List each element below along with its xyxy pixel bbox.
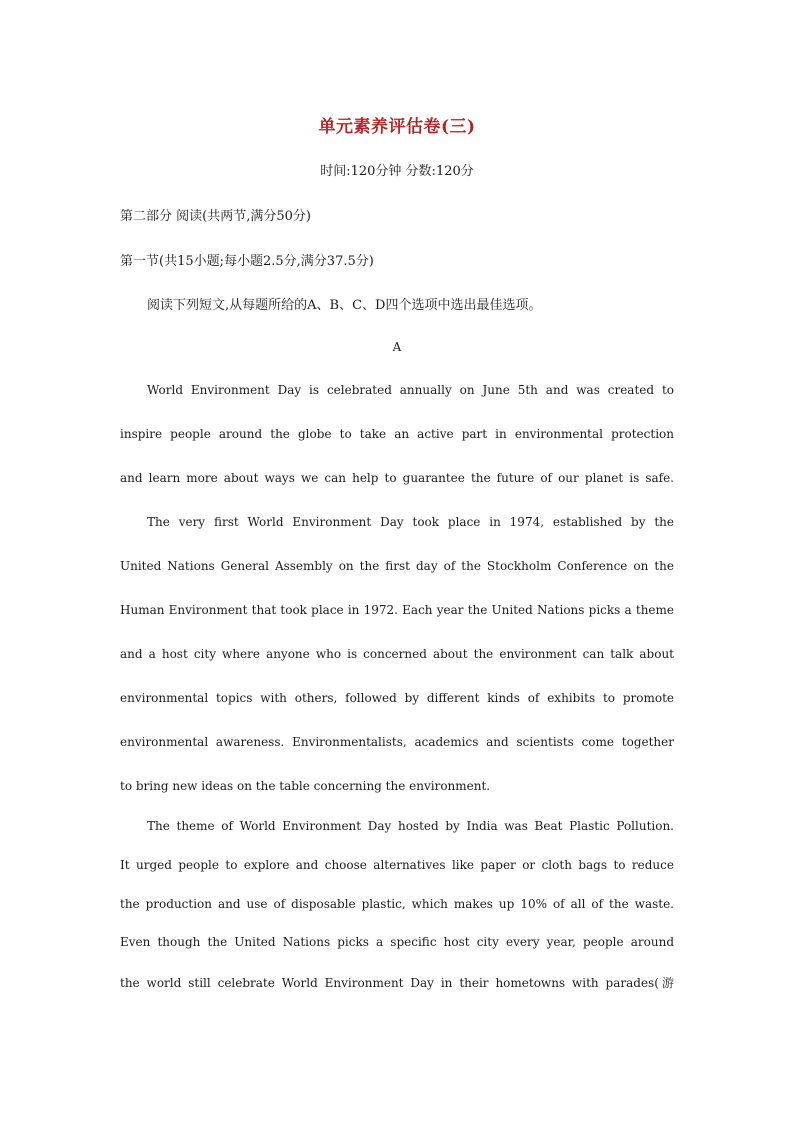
passage-line: The theme of World Environment Day hosted by India was Beat Plastic Pollution. <box>147 819 674 833</box>
passage-label: A <box>392 340 402 354</box>
passage-line: inspire people around the globe to take an active part in environmental protection <box>120 427 674 441</box>
document-title: 单元素养评估卷(三) <box>318 117 476 137</box>
passage-line: World Environment Day is celebrated annually on June 5th and was created to <box>147 383 674 397</box>
passage-line: and a host city where anyone who is concerned about the environment can talk about <box>120 647 674 661</box>
passage-line: environmental awareness. Environmentalists, academics and scientists come together <box>120 735 674 749</box>
passage-line: The very first World Environment Day took place in 1974, established by the <box>147 515 674 529</box>
passage-line: the production and use of disposable plastic, which makes up 10% of all of the waste. <box>120 897 674 911</box>
passage-line: environmental topics with others, followed by different kinds of exhibits to promote <box>120 691 674 705</box>
passage-line: to bring new ideas on the table concerning the environment. <box>120 779 491 793</box>
instruction-text: 阅读下列短文,从每题所给的A、B、C、D四个选项中选出最佳选项。 <box>147 298 542 313</box>
passage-line: Human Environment that took place in 1972. Each year the United Nations picks a theme <box>120 603 674 617</box>
passage-line: United Nations General Assembly on the first day of the Stockholm Conference on the <box>120 559 674 573</box>
section-heading: 第一节(共15小题;每小题2.5分,满分37.5分) <box>120 254 374 269</box>
passage-line: the world still celebrate World Environment Day in their hometowns with parades(游 <box>120 976 674 990</box>
part-heading: 第二部分 阅读(共两节,满分50分) <box>120 209 311 224</box>
passage-line: It urged people to explore and choose alternatives like paper or cloth bags to reduce <box>120 858 674 872</box>
exam-meta: 时间:120分钟 分数:120分 <box>320 164 474 179</box>
passage-line: Even though the United Nations picks a specific host city every year, people around <box>120 935 674 949</box>
passage-line: and learn more about ways we can help to guarantee the future of our planet is safe. <box>120 471 674 485</box>
